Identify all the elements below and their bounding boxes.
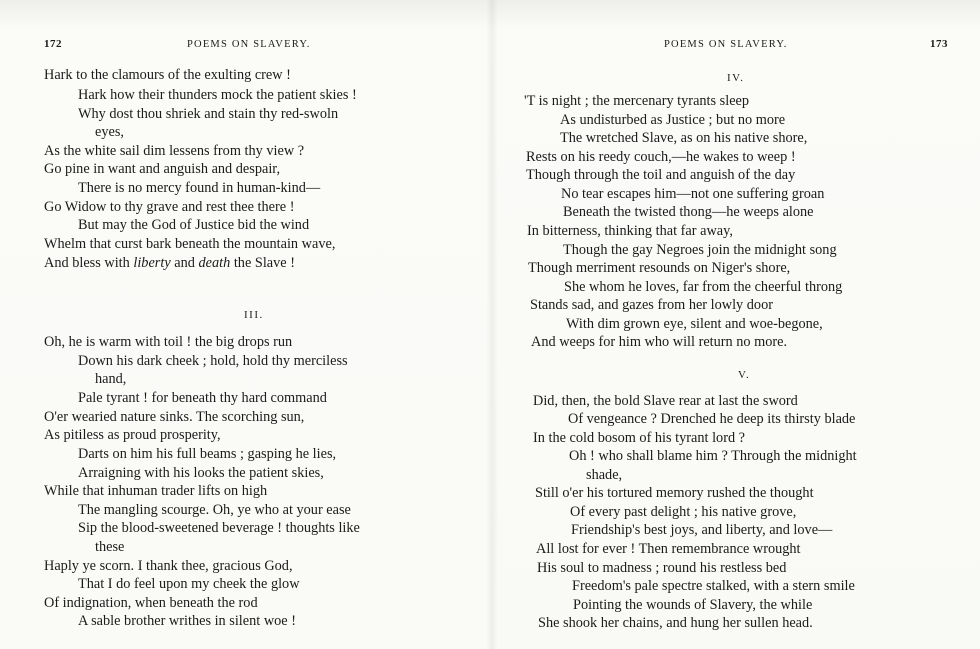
section-number-iii: III. <box>244 309 264 321</box>
verse-line: Haply ye scorn. I thank thee, gracious God, <box>44 558 293 574</box>
verse-line: The wretched Slave, as on his native shore, <box>560 130 808 146</box>
verse-line: Of indignation, when beneath the rod <box>44 595 258 611</box>
verse-line: Arraigning with his looks the patient skies, <box>78 465 324 481</box>
left-page-number: 172 <box>44 38 62 50</box>
verse-line: She shook her chains, and hung her sullen head. <box>538 615 813 631</box>
section-number-v: V. <box>738 369 751 381</box>
verse-line: While that inhuman trader lifts on high <box>44 483 268 499</box>
verse-line: Of vengeance ? Drenched he deep its thirsty blade <box>568 411 856 427</box>
verse-line: That I do feel upon my cheek the glow <box>78 576 300 592</box>
verse-line-final <box>44 254 295 272</box>
verse-line: But may the God of Justice bid the wind <box>78 217 310 233</box>
verse-line: And weeps for him who will return no more. <box>531 334 788 350</box>
verse-line: Pale tyrant ! for beneath thy hard command <box>78 390 327 406</box>
verse-line: Darts on him his full beams ; gasping he lies, <box>78 446 337 462</box>
verse-text: the Slave ! <box>230 255 295 271</box>
right-running-head: POEMS ON SLAVERY. <box>664 39 788 50</box>
verse-line: Though the gay Negroes join the midnight song <box>563 242 837 258</box>
verse-line: As pitiless as proud prosperity, <box>44 427 221 443</box>
verse-line: 'T is night ; the mercenary tyrants sleep <box>524 93 750 109</box>
verse-line: Stands sad, and gazes from her lowly door <box>530 297 773 313</box>
verse-line: Hark how their thunders mock the patient skies ! <box>78 87 357 103</box>
section-number-iv: IV. <box>727 72 745 84</box>
verse-line: Beneath the twisted thong—he weeps alone <box>563 204 814 220</box>
verse-line: Though merriment resounds on Niger's shore, <box>528 260 791 276</box>
verse-line: Rests on his reedy couch,—he wakes to weep ! <box>526 149 796 165</box>
verse-line: The mangling scourge. Oh, ye who at your ease <box>78 502 351 518</box>
verse-line: In the cold bosom of his tyrant lord ? <box>533 430 746 446</box>
verse-line: Go pine in want and anguish and despair, <box>44 161 281 177</box>
verse-line: O'er wearied nature sinks. The scorching sun, <box>44 409 305 425</box>
verse-line: All lost for ever ! Then remembrance wrought <box>536 541 801 557</box>
verse-line: She whom he loves, far from the cheerful throng <box>564 279 843 295</box>
verse-line: In bitterness, thinking that far away, <box>527 223 733 239</box>
verse-line: Go Widow to thy grave and rest thee there ! <box>44 199 295 215</box>
verse-line: No tear escapes him—not one suffering groan <box>561 186 825 202</box>
verse-line: Did, then, the bold Slave rear at last the sword <box>533 393 798 409</box>
verse-line: As undisturbed as Justice ; but no more <box>560 112 786 128</box>
verse-line: Of every past delight ; his native grove, <box>570 504 797 520</box>
verse-line: Hark to the clamours of the exulting crew ! <box>44 67 291 83</box>
verse-line: eyes, <box>95 124 124 140</box>
verse-line: As the white sail dim lessens from thy view ? <box>44 143 305 159</box>
right-page-number: 173 <box>930 38 948 50</box>
verse-line: With dim grown eye, silent and woe-begone, <box>566 316 823 332</box>
verse-line: hand, <box>95 371 127 387</box>
verse-line: Down his dark cheek ; hold, hold thy merciless <box>78 353 348 369</box>
verse-line: these <box>95 539 125 555</box>
left-running-head: POEMS ON SLAVERY. <box>187 39 311 50</box>
verse-line: Sip the blood-sweetened beverage ! thoughts like <box>78 520 360 536</box>
verse-text: and <box>170 255 199 271</box>
book-gutter <box>486 0 498 649</box>
verse-line: His soul to madness ; round his restless bed <box>537 560 787 576</box>
verse-line: Freedom's pale spectre stalked, with a stern smile <box>572 578 855 594</box>
verse-line: Though through the toil and anguish of the day <box>526 167 796 183</box>
verse-line: Pointing the wounds of Slavery, the while <box>573 597 813 613</box>
verse-text: And bless with <box>44 255 134 271</box>
verse-line: Friendship's best joys, and liberty, and love— <box>571 522 833 538</box>
verse-line: Still o'er his tortured memory rushed the thought <box>535 485 814 501</box>
verse-line: shade, <box>586 467 623 483</box>
verse-line: Whelm that curst bark beneath the mountain wave, <box>44 236 336 252</box>
verse-line: Oh, he is warm with toil ! the big drops run <box>44 334 293 350</box>
verse-line: Why dost thou shriek and stain thy red-swoln <box>78 106 339 122</box>
verse-line: A sable brother writhes in silent woe ! <box>78 613 296 629</box>
verse-line: There is no mercy found in human-kind— <box>78 180 321 196</box>
italic-liberty: liberty <box>133 255 171 271</box>
verse-line: Oh ! who shall blame him ? Through the midnight <box>569 448 857 464</box>
italic-death: death <box>198 255 231 271</box>
